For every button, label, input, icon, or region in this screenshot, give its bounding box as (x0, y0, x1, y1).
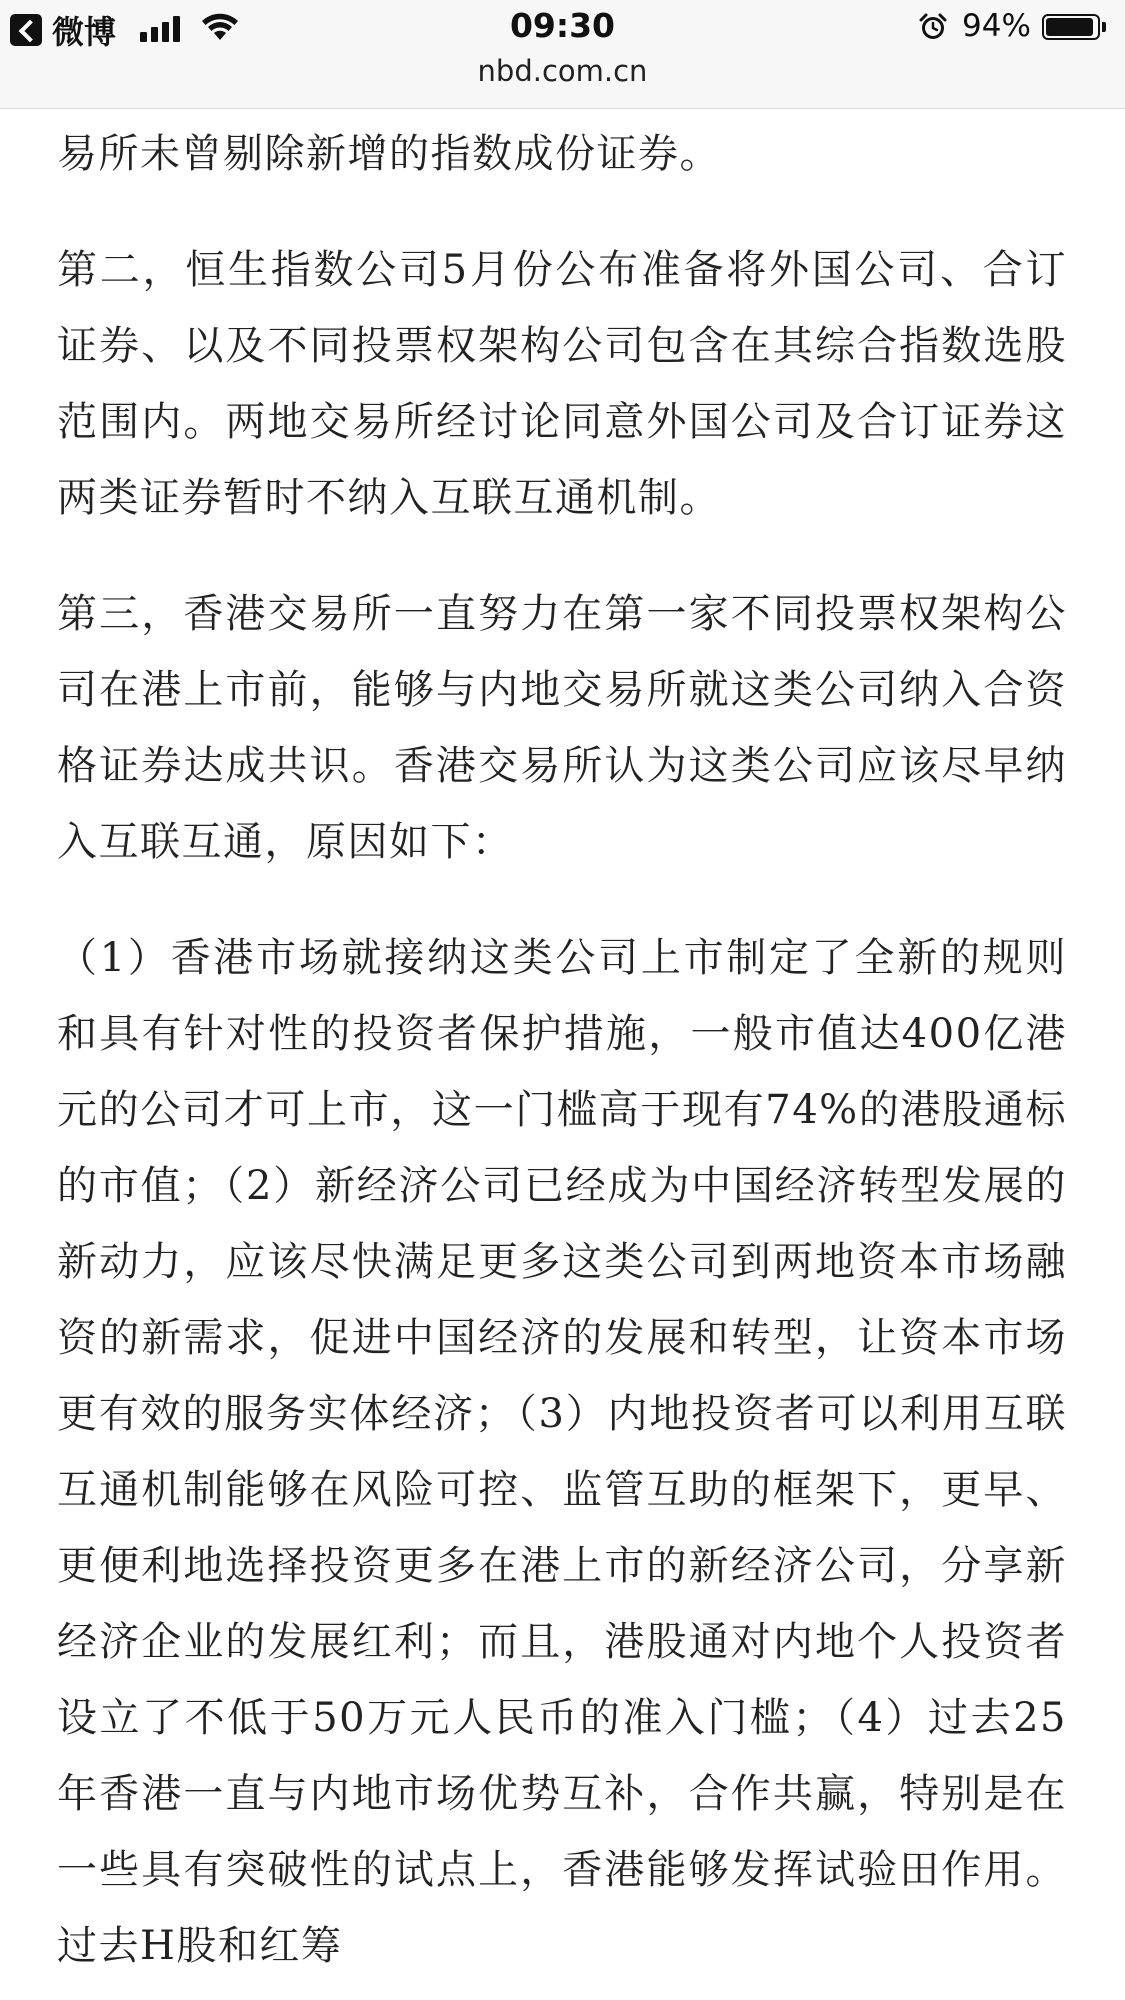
back-app-label: 微博 (52, 13, 117, 51)
article-paragraph: 第二，恒生指数公司5月份公布准备将外国公司、合订证券、以及不同投票权架构公司包含在其综合指数选股范围内。两地交易所经讨论同意外国公司及合订证券这两类证券暂时不纳入互联互通机制。 (57, 247, 1067, 521)
article-paragraph: 第三，香港交易所一直努力在第一家不同投票权架构公司在港上市前，能够与内地交易所就这类公司纳入合资格证券达成共识。香港交易所认为这类公司应该尽早纳入互联互通，原因如下： (57, 591, 1067, 865)
article-paragraph: （1）香港市场就接纳这类公司上市制定了全新的规则和具有针对性的投资者保护措施，一般市值达400亿港元的公司才可上市，这一门槛高于现有74%的港股通标的市值；（2）新经济公司已经成为中国经济转型发展的新动力，应该尽快满足更多这类公司到两地资本市场融资的新需求，促进中国经济的发展和转型，让资本市场更有效的服务实体经济；（3）内地投资者可以利用互联互通机制能够在风险可控、监管互助的框架下，更早、更便利地选择投资更多在港上市的新经济公司，分享新经济企业的发展红利；而且，港股通对内地个人投资者设立了不低于50万元人民币的准入门槛；（4）过去25年香港一直与内地市场优势互补，合作共赢，特别是在一些具有突破性的试点上，香港能够发挥试验田作用。过去H股和红筹 (57, 935, 1067, 1969)
article-body (57, 116, 1067, 2000)
battery-icon (1042, 14, 1100, 40)
battery-cap (1102, 22, 1106, 32)
status-bar (0, 0, 1125, 109)
article-paragraph: 易所未曾剔除新增的指数成份证券。 (57, 131, 721, 177)
battery-level-fill (1046, 18, 1093, 36)
address-bar-url[interactable]: nbd.com.cn (477, 54, 648, 88)
status-time: 09:30 (509, 6, 616, 45)
alarm-icon (918, 12, 948, 42)
battery-percent: 94% (962, 8, 1031, 44)
